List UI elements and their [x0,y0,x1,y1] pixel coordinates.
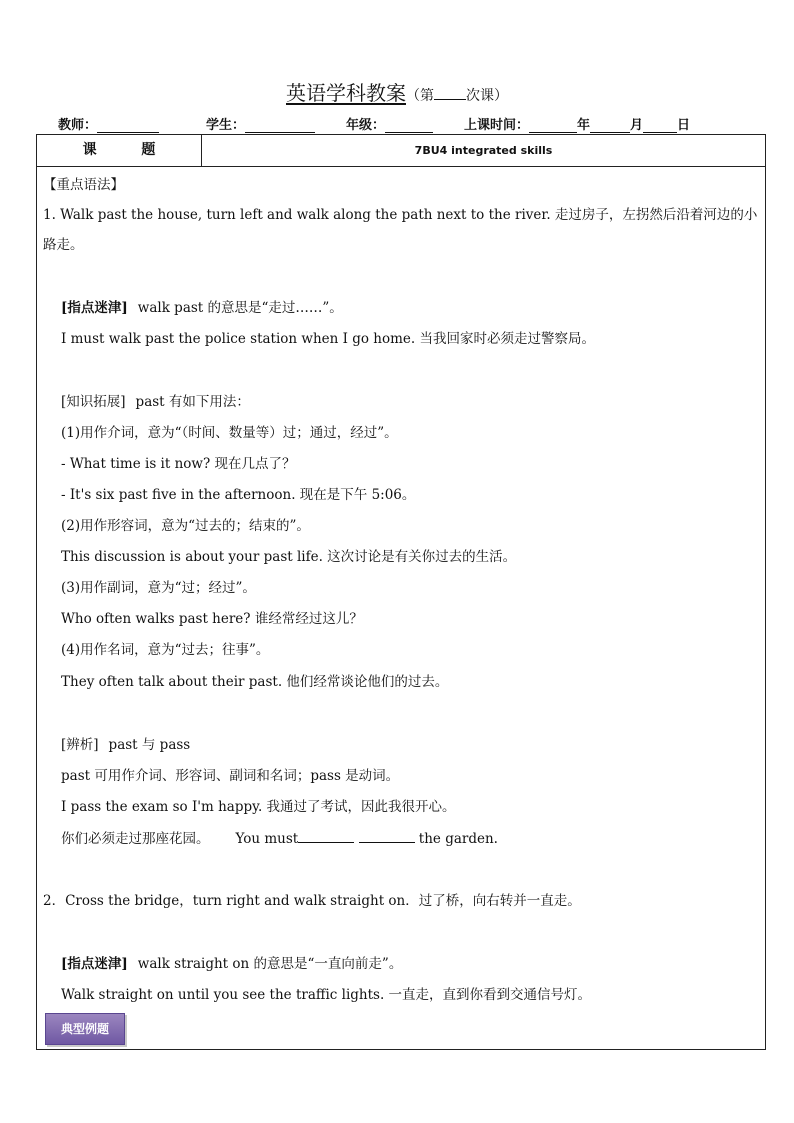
document-title: 英语学科教案 [286,81,406,105]
usage1-example2: - It's six past five in the afternoon. 现在是下午 5:06。 [61,487,416,503]
day-label: 日 [677,118,691,133]
class-time-field [464,114,690,133]
drill-english-end: the garden. [418,831,498,847]
usage1: (1)用作介词，意为“（时间、数量等）过；通过，经过”。 [61,425,398,441]
distinction-label: [辨析] [61,737,99,753]
extension-text: past 有如下用法： [135,394,250,410]
section-title: 【重点语法】 [43,177,124,193]
example2: Walk straight on until you see the traffic lights. 一直走，直到你看到交通信号灯。 [61,987,592,1003]
usage2-example: This discussion is about your past life. 这次讨论是有关你过去的生活。 [61,549,517,565]
class-time-label: 上课时间： [464,118,530,133]
drill-blank-2[interactable] [359,830,415,843]
drill-english-start: You must [235,831,299,847]
grade-label: 年级： [346,118,386,133]
topic-row [37,135,765,167]
extension-label: [知识拓展] [61,394,126,410]
distinction-text: past 与 pass [108,737,191,753]
info-row [58,114,758,134]
drill-blank-1[interactable] [298,830,354,843]
year-blank[interactable] [529,118,577,133]
usage1-example1: - What time is it now? 现在几点了？ [61,456,296,472]
extension [61,392,250,412]
teacher-label: 教师： [58,118,98,133]
drill-sentence [61,829,498,849]
usage3: (3)用作副词，意为“过；经过”。 [61,580,256,596]
tip1-label: [指点迷津] [61,300,128,316]
tip2-label: [指点迷津] [61,956,128,972]
teacher-blank[interactable] [97,118,159,133]
day-blank[interactable] [643,118,677,133]
grade-blank[interactable] [385,118,433,133]
month-label: 月 [630,118,644,133]
tip2-text: walk straight on 的意思是“一直向前走”。 [137,956,403,972]
usage4: (4)用作名词，意为“过去；往事”。 [61,642,270,658]
example1: I must walk past the police station when I go home. 当我回家时必须走过警察局。 [61,331,596,347]
lesson-number-blank[interactable] [434,99,466,100]
tip1 [61,298,343,318]
distinction-line1: past 可用作介词、形容词、副词和名词；pass 是动词。 [61,768,400,784]
distinction-line2: I pass the exam so I'm happy. 我通过了考试，因此我很开心。 [61,799,456,815]
point1-line1: 1. Walk past the house, turn left and walk along the path next to the river. 走过房子，左拐然后沿着河边的小 [43,207,758,223]
document-title-row [0,80,794,109]
topic-label: 课 题 [37,135,202,166]
teacher-field [58,114,159,133]
grade-field [346,114,433,133]
student-field [206,114,315,133]
usage2: (2)用作形容词，意为“过去的；结束的”。 [61,518,310,534]
topic-value: 7BU4 integrated skills [414,144,553,157]
point1-line2: 路走。 [43,237,84,253]
usage4-example: They often talk about their past. 他们经常谈论他们的过去。 [61,674,449,690]
drill-chinese: 你们必须走过那座花园。 [61,831,210,847]
student-blank[interactable] [245,118,315,133]
lesson-number-prefix: （第 [406,88,434,104]
usage3-example: Who often walks past here? 谁经常经过这儿？ [61,611,363,627]
typical-example-badge: 典型例题 [45,1013,125,1045]
tip1-text: walk past 的意思是“走过……”。 [137,300,343,316]
distinction [61,735,190,755]
lesson-table [36,134,766,1050]
student-label: 学生： [206,118,246,133]
tip2 [61,954,402,974]
year-label: 年 [577,118,591,133]
point2: 2．Cross the bridge，turn right and walk straight on．过了桥，向右转并一直走。 [43,893,581,909]
lesson-number-suffix: 次课） [466,88,508,104]
month-blank[interactable] [590,118,630,133]
